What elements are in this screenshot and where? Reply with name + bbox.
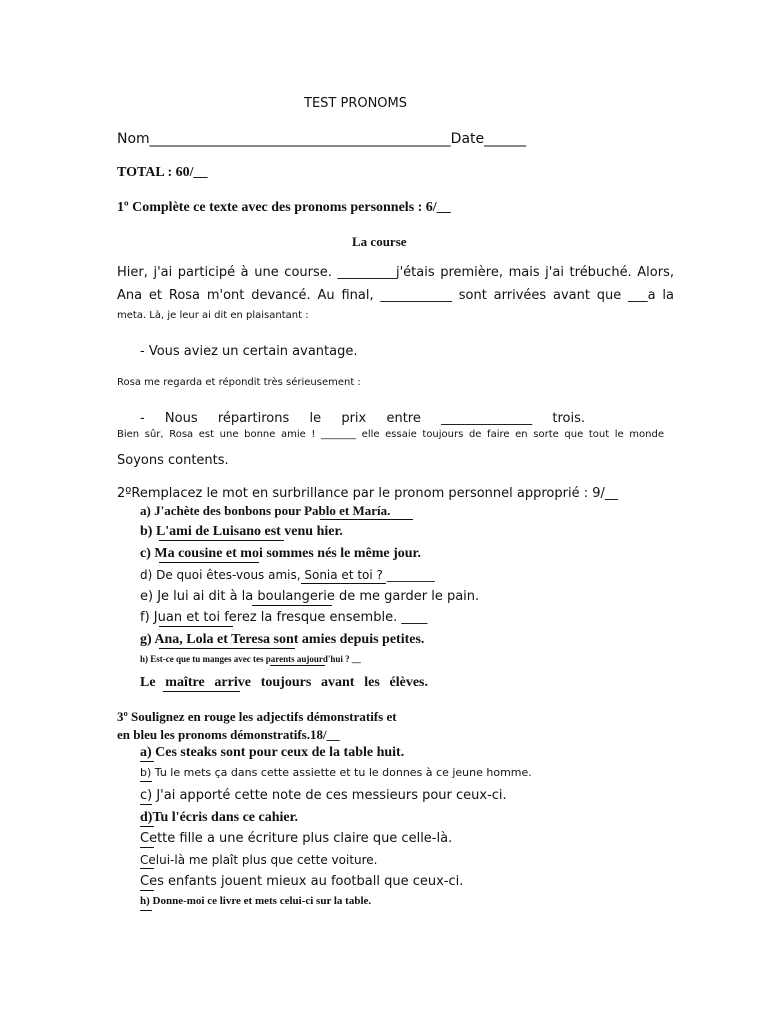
underline-marker: [140, 826, 154, 827]
exercise-3-item-e: Cette fille a une écriture plus claire que celle-là.: [140, 831, 453, 846]
exercise-2-item-h: h) Est-ce que tu manges avec tes parents aujourd'hui ? __: [140, 654, 361, 664]
exercise-2-item-g: g) Ana, Lola et Teresa sont amies depuis petites.: [140, 632, 425, 647]
dialogue-line-1: - Vous aviez un certain avantage.: [140, 344, 358, 359]
exercise-3-item-a: a) Ces steaks sont pour ceux de la table huit.: [140, 745, 405, 760]
exercise-2-item-d: d) De quoi êtes-vous amis, Sonia et toi ? ________: [140, 568, 435, 582]
underline-marker: [140, 847, 154, 848]
story-line-6: Soyons contents.: [117, 453, 229, 468]
underline-marker: [140, 910, 152, 911]
page-title: TEST PRONOMS: [304, 96, 408, 111]
underline-marker: [140, 804, 152, 805]
underline-marker: [140, 761, 154, 762]
story-line-2: Ana et Rosa m'ont devancé. Au final, ___________ sont arrivées avant que ___a la: [117, 288, 674, 303]
name-date-line: Nom___________________________________________Date______: [117, 131, 527, 147]
exercise-3-item-f: Celui-là me plaît plus que cette voiture.: [140, 853, 378, 867]
exercise-2-item-e: e) Je lui ai dit à la boulangerie de me garder le pain.: [140, 589, 480, 604]
underline-highlight: [320, 519, 413, 520]
story-line-4: Rosa me regarda et répondit très sérieusement :: [117, 377, 361, 388]
exercise-2-title: 2ºRemplacez le mot en surbrillance par le pronom personnel approprié : 9/__: [117, 486, 618, 501]
exercise-3-item-d: d)Tu l'écris dans ce cahier.: [140, 810, 299, 825]
exercise-3-item-c: c) J'ai apporté cette note de ces messieurs pour ceux-ci.: [140, 788, 507, 803]
exercise-3-item-g: Ces enfants jouent mieux au football que ceux-ci.: [140, 874, 464, 889]
story-line-1: Hier, j'ai participé à une course. _________j'étais première, mais j'ai trébuché. Alors,: [117, 265, 674, 280]
underline-highlight: [159, 562, 259, 563]
underline-marker: [140, 781, 152, 782]
story-line-5: Bien sûr, Rosa est une bonne amie ! _______ elle essaie toujours de faire en sorte que tout le monde: [117, 429, 664, 440]
total-score: TOTAL : 60/__: [117, 165, 208, 180]
underline-highlight: [252, 605, 332, 606]
story-line-3: meta. Là, je leur ai dit en plaisantant :: [117, 310, 309, 321]
exercise-2-item-i: Le maître arrive toujours avant les élèves.: [140, 675, 428, 690]
underline-marker: [140, 890, 154, 891]
underline-highlight: [159, 540, 284, 541]
exercise-2-item-f: f) Juan et toi ferez la fresque ensemble. ____: [140, 610, 428, 625]
exercise-3-title-line-2: en bleu les pronoms démonstratifs.18/__: [117, 727, 340, 742]
exercise-3-item-b: b) Tu le mets ça dans cette assiette et tu le donnes à ce jeune homme.: [140, 766, 532, 779]
underline-highlight: [159, 648, 295, 649]
dialogue-line-2: - Nous répartirons le prix entre ______________ trois.: [140, 411, 585, 426]
underline-marker: [140, 868, 154, 869]
exercise-3-item-h: h) Donne-moi ce livre et mets celui-ci sur la table.: [140, 895, 372, 907]
exercise-2-item-a: a) J'achète des bonbons pour Pablo et María.: [140, 503, 391, 518]
underline-highlight: [163, 691, 240, 692]
story-title: La course: [352, 234, 407, 249]
exercise-2-item-c: c) Ma cousine et moi sommes nés le même jour.: [140, 546, 421, 561]
underline-highlight: [270, 665, 325, 666]
exercise-1-title: 1º Complète ce texte avec des pronoms personnels : 6/__: [117, 200, 451, 215]
underline-highlight: [301, 583, 386, 584]
exercise-3-title-line-1: 3º Soulignez en rouge les adjectifs démonstratifs et: [117, 709, 397, 724]
underline-highlight: [159, 626, 233, 627]
exercise-2-item-b: b) L'ami de Luisano est venu hier.: [140, 524, 343, 539]
